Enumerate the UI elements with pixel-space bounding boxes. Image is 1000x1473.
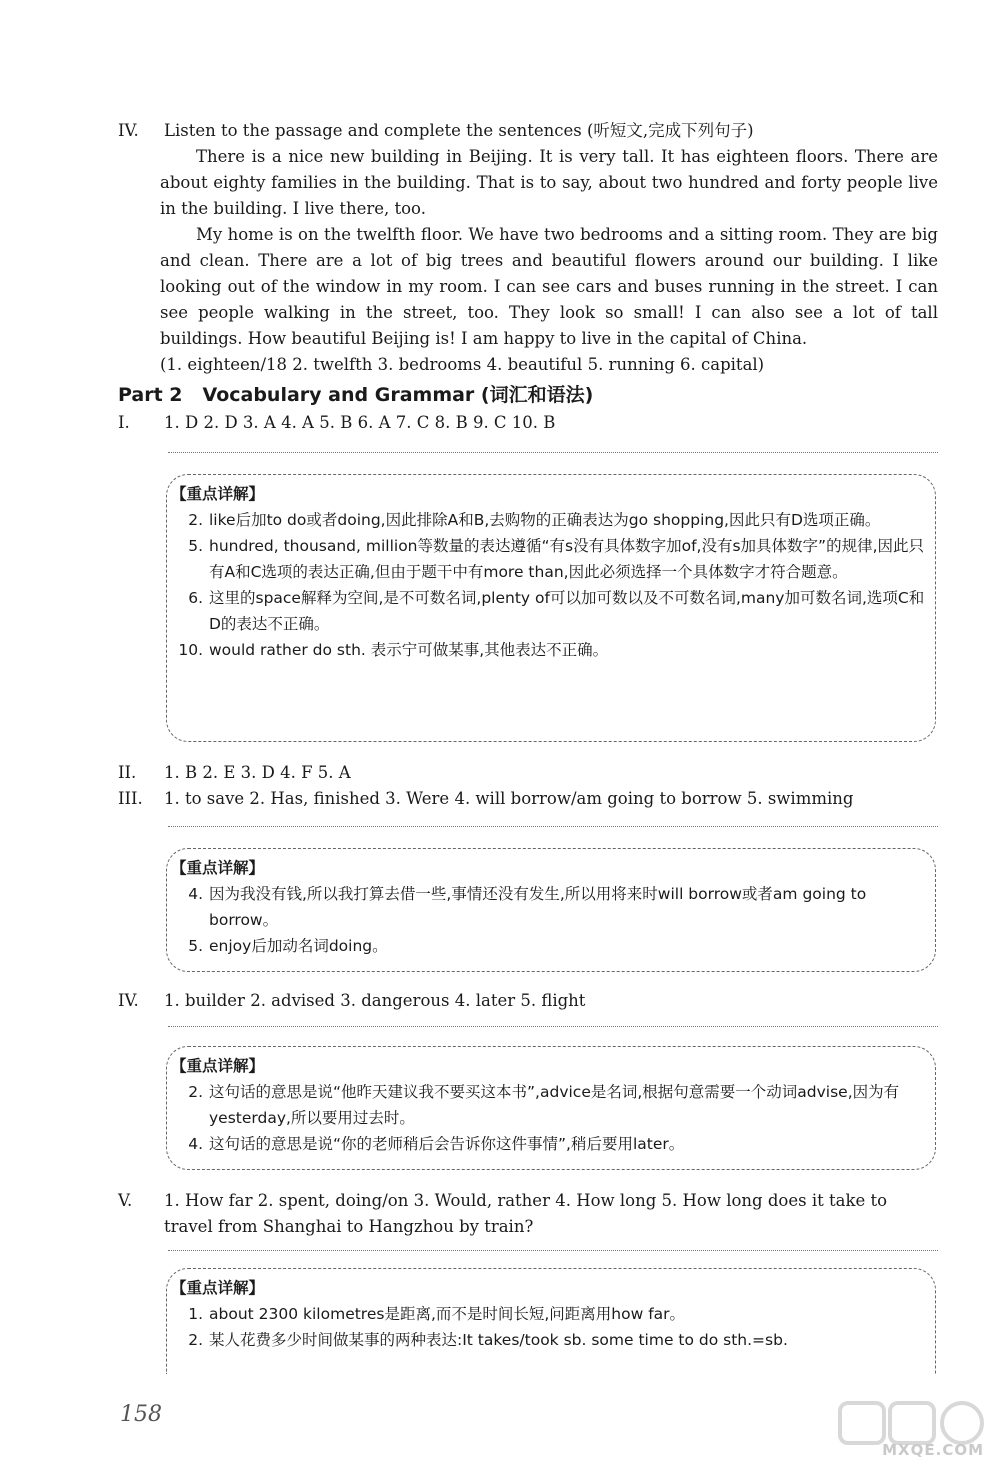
explanation-item: 5. enjoy后加动名词doing。 xyxy=(188,937,388,955)
divider xyxy=(168,1026,938,1027)
explanation-title: 【重点详解】 xyxy=(171,485,265,503)
watermark-text: MXQE.COM xyxy=(882,1441,984,1459)
answer-key: 1. B 2. E 3. D 4. F 5. A xyxy=(164,763,351,782)
question-3-answers xyxy=(118,786,938,812)
explanation-title: 【重点详解】 xyxy=(171,859,265,877)
answer-key: 1. builder 2. advised 3. dangerous 4. later 5. flight xyxy=(164,991,586,1010)
question-5-answers xyxy=(118,1188,938,1240)
passage-paragraph-1: There is a nice new building in Beijing. It is very tall. It has eighteen floors. There are about eighty families in the building. That is to say, about two hundred and forty people live in the building. I live there, too. xyxy=(160,147,938,218)
question-number: V. xyxy=(118,1191,133,1210)
divider xyxy=(168,826,938,827)
explanation-title: 【重点详解】 xyxy=(171,1057,265,1075)
explanation-item: 5. hundred, thousand, million等数量的表达遵循“有s没有具体数字加of,没有s加具体数字”的规律,因此只有A和C选项的表达正确,但由于题干中有more than,因此必须选择一个具体数字才符合题意。 xyxy=(188,537,925,581)
part-heading: Vocabulary and Grammar (词汇和语法) xyxy=(202,384,594,406)
explanation-item: 2. like后加to do或者doing,因此排除A和B,去购物的正确表达为go shopping,因此只有D选项正确。 xyxy=(188,511,881,529)
question-1-answers xyxy=(118,410,938,436)
question-number: IV. xyxy=(118,991,139,1010)
explanation-item: 10. would rather do sth. 表示宁可做某事,其他表达不正确。 xyxy=(178,641,609,659)
explanation-box-1 xyxy=(166,474,936,742)
watermark xyxy=(820,1395,990,1465)
explanation-box-4 xyxy=(166,1046,936,1170)
question-number: I. xyxy=(118,413,130,432)
explanation-item: 4. 因为我没有钱,所以我打算去借一些,事情还没有发生,所以用将来时will borrow或者am going to borrow。 xyxy=(188,885,867,929)
divider xyxy=(168,452,938,453)
listening-heading-row xyxy=(118,118,938,144)
explanation-box-3 xyxy=(166,848,936,972)
explanation-item: 4. 这句话的意思是说“你的老师稍后会告诉你这件事情”,稍后要用later。 xyxy=(188,1135,685,1153)
page-number: 158 xyxy=(120,1402,162,1427)
section-number: IV. xyxy=(118,121,139,140)
passage-paragraph-2: My home is on the twelfth floor. We have two bedrooms and a sitting room. They are big and clean. There are a lot of big trees and beautiful flowers around our building. I like looking out of the window in my room. I can see cars and buses running in the street. I can see people walking in the street, too. They look so small! I can also see a lot of tall buildings. How beautiful Beijing is! I am happy to live in the capital of China. xyxy=(160,225,938,348)
part-title xyxy=(118,382,938,408)
listening-answers: (1. eighteen/18 2. twelfth 3. bedrooms 4. beautiful 5. running 6. capital) xyxy=(160,355,765,374)
explanation-box-5 xyxy=(166,1268,936,1374)
explanation-title: 【重点详解】 xyxy=(171,1279,265,1297)
part-label: Part 2 xyxy=(118,384,183,406)
explanation-item: 2. 某人花费多少时间做某事的两种表达:It takes/took sb. some time to do sth.=sb. xyxy=(188,1331,788,1349)
answer-key: 1. How far 2. spent, doing/on 3. Would, rather 4. How long 5. How long does it take to travel from Shanghai to Hangzhou by train? xyxy=(164,1191,888,1236)
question-4-answers xyxy=(118,988,938,1014)
divider xyxy=(168,1250,938,1251)
question-2-answers xyxy=(118,760,938,786)
explanation-item: 6. 这里的space解释为空间,是不可数名词,plenty of可以加可数以及不可数名词,many加可数名词,选项C和D的表达不正确。 xyxy=(188,589,925,633)
answer-key: 1. to save 2. Has, finished 3. Were 4. will borrow/am going to borrow 5. swimming xyxy=(164,789,854,808)
explanation-item: 1. about 2300 kilometres是距离,而不是时间长短,问距离用how far。 xyxy=(188,1305,686,1323)
answer-key: 1. D 2. D 3. A 4. A 5. B 6. A 7. C 8. B 9. C 10. B xyxy=(164,413,556,432)
section-heading: Listen to the passage and complete the sentences (听短文,完成下列句子) xyxy=(164,121,754,140)
question-number: II. xyxy=(118,763,137,782)
listening-section xyxy=(118,118,938,378)
explanation-item: 2. 这句话的意思是说“他昨天建议我不要买这本书”,advice是名词,根据句意需要一个动词advise,因为有yesterday,所以要用过去时。 xyxy=(188,1083,900,1127)
question-number: III. xyxy=(118,789,143,808)
